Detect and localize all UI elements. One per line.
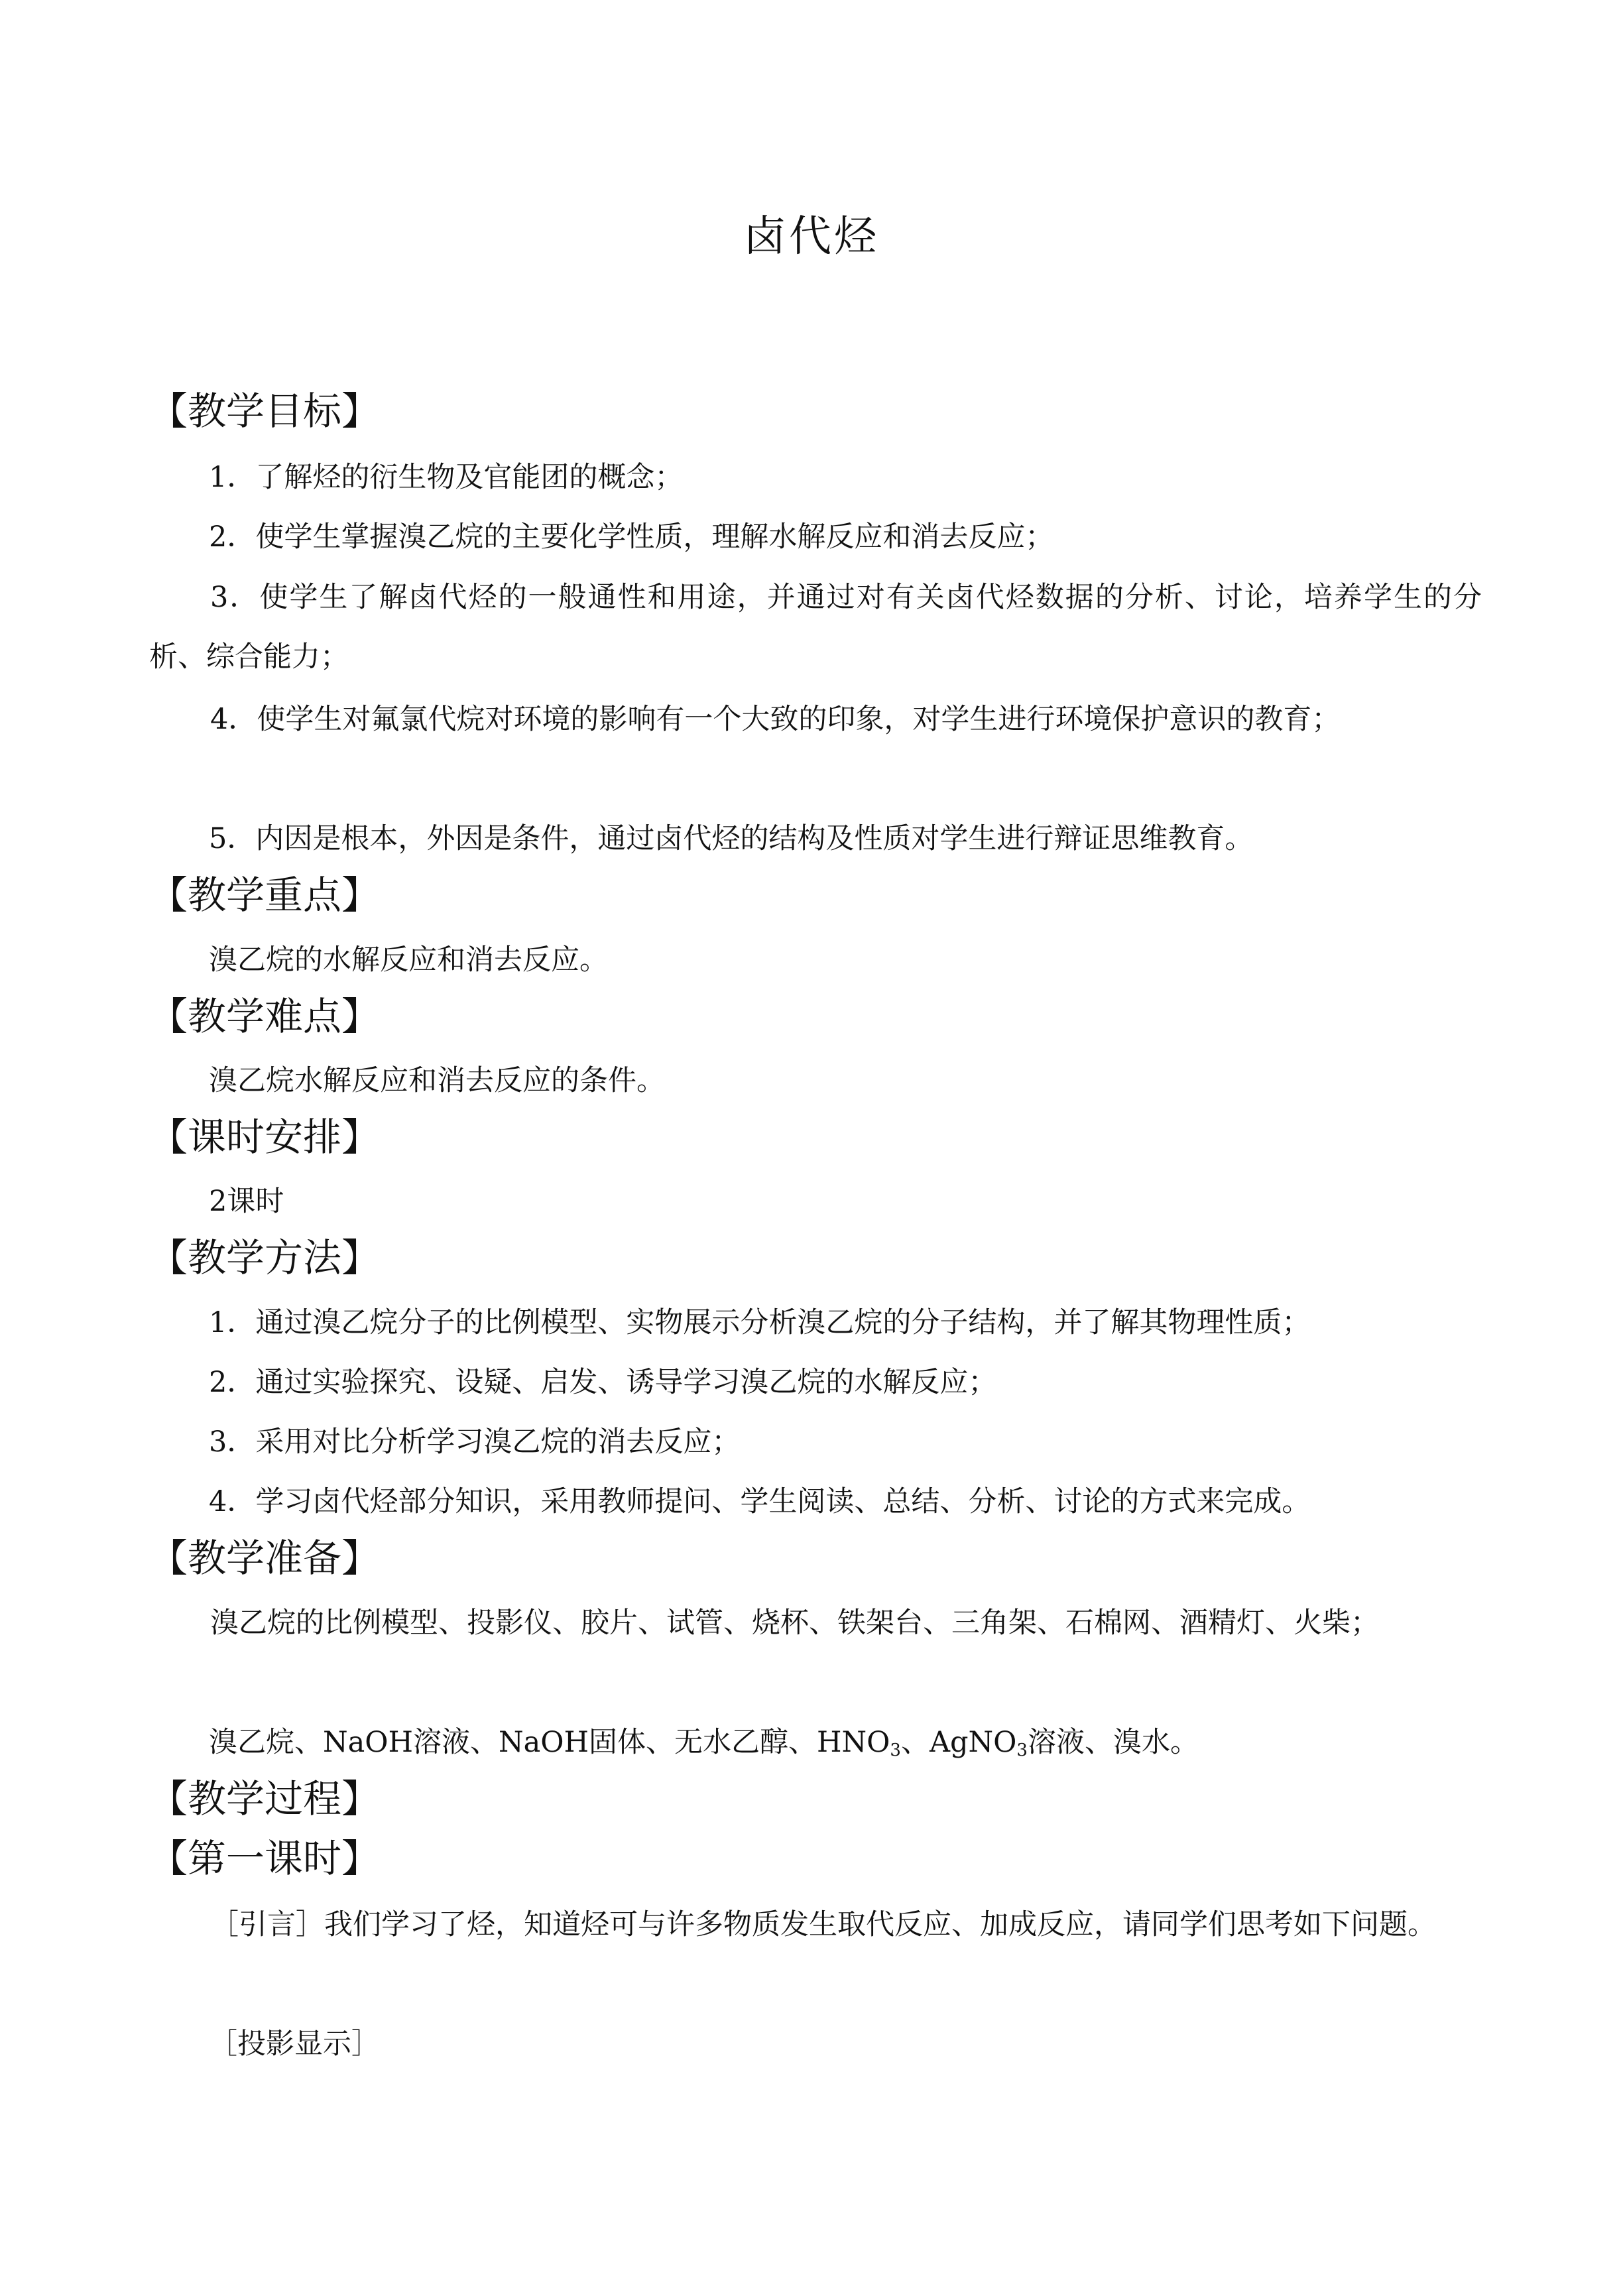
page-title: 卤代烃 bbox=[744, 212, 879, 261]
method-item: 1．通过溴乙烷分子的比例模型、实物展示分析溴乙烷的分子结构，并了解其物理性质； bbox=[209, 1306, 1311, 1339]
schedule-text: 2课时 bbox=[209, 1185, 284, 1218]
heading-methods: 【教学方法】 bbox=[149, 1235, 381, 1280]
heading-difficulties: 【教学难点】 bbox=[149, 994, 381, 1039]
method-item: 4．学习卤代烃部分知识，采用教师提问、学生阅读、总结、分析、讨论的方式来完成。 bbox=[209, 1485, 1311, 1518]
difficulties-text: 溴乙烷水解反应和消去反应的条件。 bbox=[209, 1064, 665, 1097]
heading-first-lesson: 【第一课时】 bbox=[149, 1836, 381, 1881]
preparation-reagents: 溴乙烷、NaOH溶液、NaOH固体、无水乙醇、$HNO_3$、AgNO$_3$溶液、溴水。 bbox=[209, 1726, 1199, 1760]
heading-key-points: 【教学重点】 bbox=[149, 873, 381, 918]
heading-preparation: 【教学准备】 bbox=[149, 1536, 381, 1581]
process-projection: ［投影显示］ bbox=[209, 2027, 380, 2061]
process-intro: ［引言］我们学习了烃，知道烃可与许多物质发生取代反应、加成反应，请同学们思考如下问题。 bbox=[210, 1908, 1436, 1941]
objective-item: 4．使学生对氟氯代烷对环境的影响有一个大致的印象，对学生进行环境保护意识的教育； bbox=[210, 703, 1341, 736]
objective-item: 2．使学生掌握溴乙烷的主要化学性质，理解水解反应和消去反应； bbox=[209, 520, 1054, 554]
preparation-equipment: 溴乙烷的比例模型、投影仪、胶片、试管、烧杯、铁架台、三角架、石棉网、酒精灯、火柴； bbox=[210, 1606, 1379, 1640]
objective-item: 3．使学生了解卤代烃的一般通性和用途，并通过对有关卤代烃数据的分析、讨论，培养学生的分析、综合能力； bbox=[149, 581, 1482, 674]
heading-process: 【教学过程】 bbox=[149, 1776, 381, 1821]
objective-item: 5．内因是根本，外因是条件，通过卤代烃的结构及性质对学生进行辩证思维教育。 bbox=[209, 822, 1254, 855]
objective-item: 1．了解烃的衍生物及官能团的概念； bbox=[209, 461, 684, 494]
heading-objectives: 【教学目标】 bbox=[149, 389, 381, 434]
method-item: 3．采用对比分析学习溴乙烷的消去反应； bbox=[209, 1425, 741, 1459]
heading-schedule: 【课时安排】 bbox=[149, 1115, 381, 1160]
method-item: 2．通过实验探究、设疑、启发、诱导学习溴乙烷的水解反应； bbox=[209, 1366, 997, 1399]
key-points-text: 溴乙烷的水解反应和消去反应。 bbox=[209, 943, 608, 977]
